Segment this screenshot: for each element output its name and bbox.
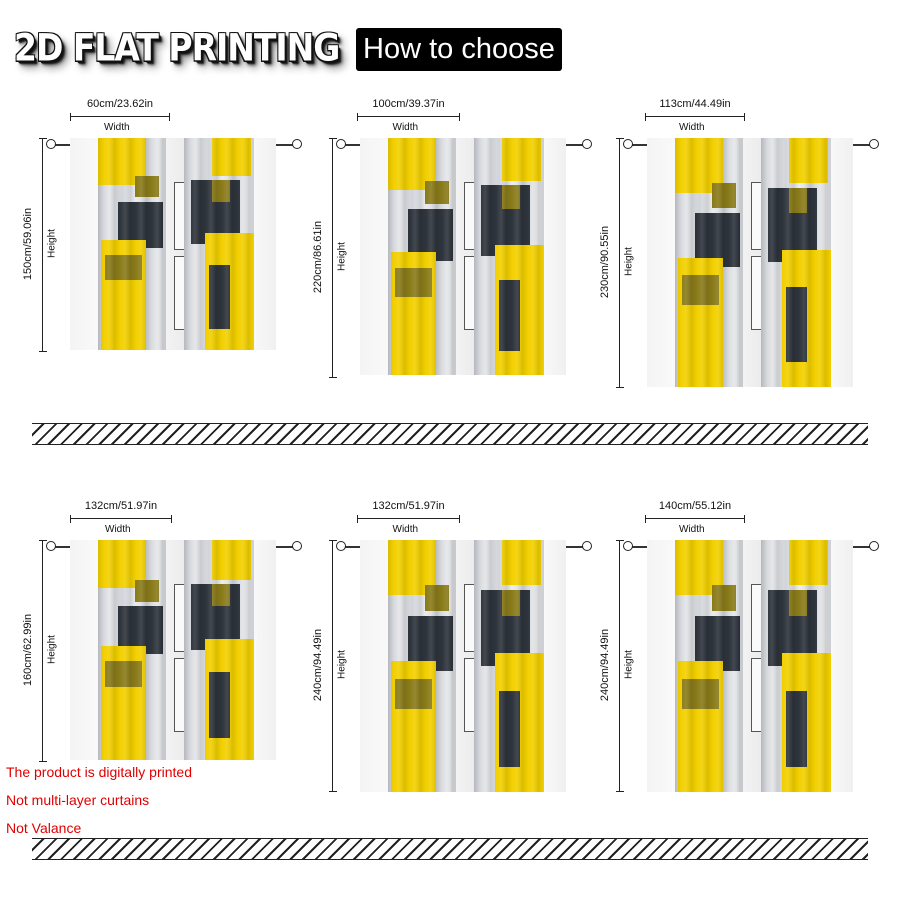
size-panel-3-height-line: [619, 138, 620, 388]
size-panel-6-width-line: [645, 518, 745, 519]
size-panel-4-curtain-left-folds: [98, 540, 166, 760]
note-not-valance: Not Valance: [6, 820, 82, 836]
size-panel-2-curtain-right-folds: [474, 138, 544, 375]
size-panel-6-curtain-left-folds: [675, 540, 743, 792]
size-panel-5-curtain-right-folds: [474, 540, 544, 792]
size-panel-6-height-line: [619, 540, 620, 792]
size-panel-4-rod-end-left: [46, 541, 56, 551]
size-panel-1-curtain-right: [184, 138, 254, 350]
size-panel-3-rod-end-right: [869, 139, 879, 149]
size-panel-4-curtain-right-folds: [184, 540, 254, 760]
size-panel-3-width-value: 113cm/44.49in: [659, 98, 731, 110]
size-panel-6-rod-end-right: [869, 541, 879, 551]
size-panel-6-width-label: Width: [679, 524, 705, 535]
size-panel-4-width-value: 132cm/51.97in: [84, 500, 158, 512]
note-digitally-printed: The product is digitally printed: [6, 764, 192, 780]
note-not-multilayer: Not multi-layer curtains: [6, 792, 150, 808]
size-panel-4-height-value: 160cm/62.99in: [22, 613, 34, 687]
size-panel-5-curtain-right: [474, 540, 544, 792]
size-panel-6-rod-end-left: [623, 541, 633, 551]
size-panel-5-height-value: 240cm/94.49in: [312, 628, 324, 702]
size-panel-2-rod-end-right: [582, 139, 592, 149]
title-flat-printing: 2D FLAT PRINTING: [14, 26, 340, 70]
size-panel-6-height-value: 240cm/94.49in: [599, 628, 611, 702]
size-panel-1-width-value: 60cm/23.62in: [86, 98, 154, 110]
size-panel-5-rod-end-left: [336, 541, 346, 551]
floor-divider-top: [32, 423, 868, 445]
title-how-to-choose: How to choose: [356, 28, 562, 71]
size-panel-4-rod-end-right: [292, 541, 302, 551]
size-panel-3-rod-end-left: [623, 139, 633, 149]
size-panel-2-width-label: Width: [392, 122, 419, 133]
size-panel-1-width-label: Width: [104, 122, 130, 133]
size-panel-1-height-line: [42, 138, 43, 352]
size-panel-2-curtain-right: [474, 138, 544, 375]
size-panel-2-height-line: [332, 138, 333, 378]
size-panel-1-curtain-right-folds: [184, 138, 254, 350]
size-panel-2-height-value: 220cm/86.61in: [312, 220, 324, 294]
size-panel-1-rod-end-left: [46, 139, 56, 149]
floor-divider-bottom: [32, 838, 868, 860]
size-panel-2-height-label: Height: [336, 242, 348, 271]
size-panel-3-height-value: 230cm/90.55in: [599, 225, 611, 299]
size-panel-1-curtain-left: [98, 138, 166, 350]
size-panel-3-curtain-right: [761, 138, 831, 387]
size-panel-4-curtain-right: [184, 540, 254, 760]
size-panel-4-curtain-left: [98, 540, 166, 760]
size-panel-6-curtain-left: [675, 540, 743, 792]
size-panel-1-height-value: 150cm/59.06in: [22, 207, 34, 281]
size-panel-5-width-line: [357, 518, 460, 519]
size-panel-3-curtain-right-folds: [761, 138, 831, 387]
size-panel-2-curtain-left: [388, 138, 456, 375]
size-panel-6-width-value: 140cm/55.12in: [658, 500, 732, 512]
size-panel-2-width-line: [357, 116, 460, 117]
size-panel-3-curtain-left: [675, 138, 743, 387]
size-panel-4-height-line: [42, 540, 43, 762]
size-panel-1-height-label: Height: [46, 229, 58, 258]
size-panel-5-rod-end-right: [582, 541, 592, 551]
size-panel-2-rod-end-left: [336, 139, 346, 149]
size-panel-5-height-line: [332, 540, 333, 792]
size-panel-5-width-value: 132cm/51.97in: [372, 500, 445, 512]
size-panel-2-curtain-left-folds: [388, 138, 456, 375]
size-panel-4-height-label: Height: [46, 635, 58, 664]
size-panel-6-curtain-right-folds: [761, 540, 831, 792]
size-panel-3-curtain-left-folds: [675, 138, 743, 387]
size-panel-4-width-label: Width: [105, 524, 131, 535]
size-panel-1-rod-end-right: [292, 139, 302, 149]
size-panel-1-width-line: [70, 116, 170, 117]
size-panel-6-curtain-right: [761, 540, 831, 792]
size-panel-6-height-label: Height: [623, 650, 635, 679]
size-panel-5-height-label: Height: [336, 650, 348, 679]
size-panel-3-height-label: Height: [623, 247, 635, 276]
size-panel-1-curtain-left-folds: [98, 138, 166, 350]
size-panel-4-width-line: [70, 518, 172, 519]
size-panel-5-curtain-left: [388, 540, 456, 792]
size-panel-5-width-label: Width: [392, 524, 419, 535]
size-panel-5-curtain-left-folds: [388, 540, 456, 792]
size-panel-2-width-value: 100cm/39.37in: [372, 98, 445, 110]
size-panel-3-width-label: Width: [679, 122, 705, 133]
size-panel-3-width-line: [645, 116, 745, 117]
